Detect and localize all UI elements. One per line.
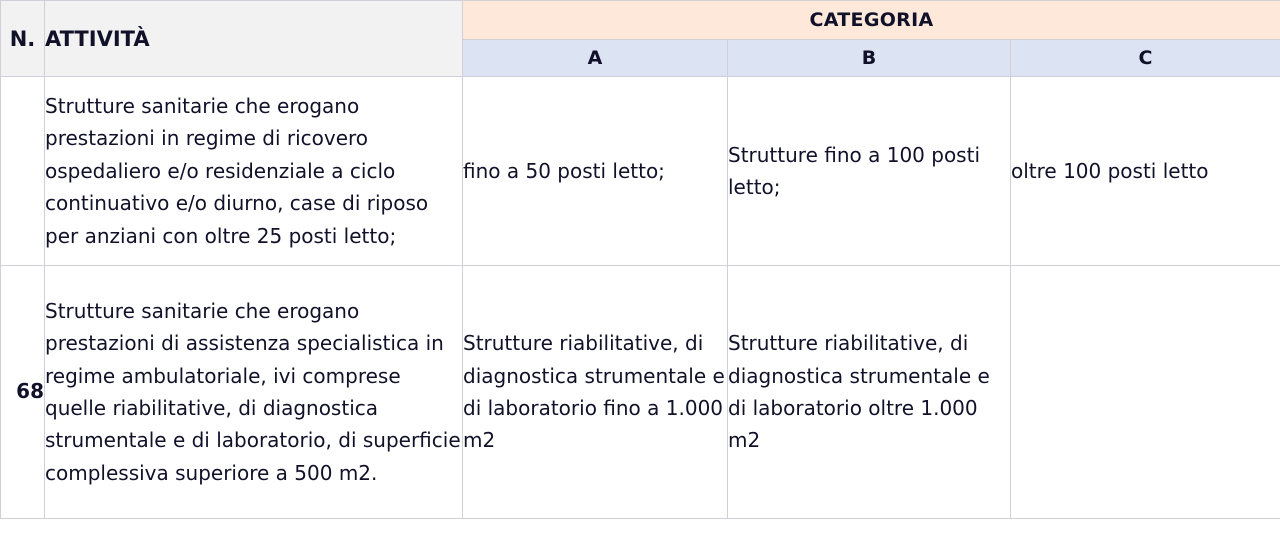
header-row-group bbox=[1, 1, 1280, 40]
header-categoria: CATEGORIA bbox=[463, 1, 1280, 40]
row-category-b-value: Strutture riabilitative, di diagnostica strumentale e di laboratorio oltre 1.000 m2 bbox=[728, 266, 1011, 519]
row-activity-description: Strutture sanitarie che erogano prestazioni di assistenza specialistica in regime ambulatoriale, ivi comprese quelle riabilitative, di diagnostica strumentale e di laboratorio, di superficie complessiva superiore a 500 m2. bbox=[45, 266, 463, 519]
header-category-c: C bbox=[1011, 40, 1280, 77]
row-activity-description: Strutture sanitarie che erogano prestazioni in regime di ricovero ospedaliero e/o residenziale a ciclo continuativo e/o diurno, case di riposo per anziani con oltre 25 posti letto; bbox=[45, 77, 463, 266]
row-category-c-value bbox=[1011, 266, 1280, 519]
row-category-b-value: Strutture fino a 100 posti letto; bbox=[728, 77, 1011, 266]
row-number bbox=[1, 77, 45, 266]
header-activity: ATTIVITÀ bbox=[45, 1, 463, 77]
row-number: 68 bbox=[1, 266, 45, 519]
header-number: N. bbox=[1, 1, 45, 77]
table-row bbox=[1, 77, 1280, 266]
table-header bbox=[1, 1, 1280, 77]
row-category-c-value: oltre 100 posti letto bbox=[1011, 77, 1280, 266]
table-row bbox=[1, 266, 1280, 519]
header-category-b: B bbox=[728, 40, 1011, 77]
row-category-a-value: Strutture riabilitative, di diagnostica strumentale e di laboratorio fino a 1.000 m2 bbox=[463, 266, 728, 519]
table-body bbox=[1, 77, 1280, 519]
row-category-a-value: fino a 50 posti letto; bbox=[463, 77, 728, 266]
header-category-a: A bbox=[463, 40, 728, 77]
